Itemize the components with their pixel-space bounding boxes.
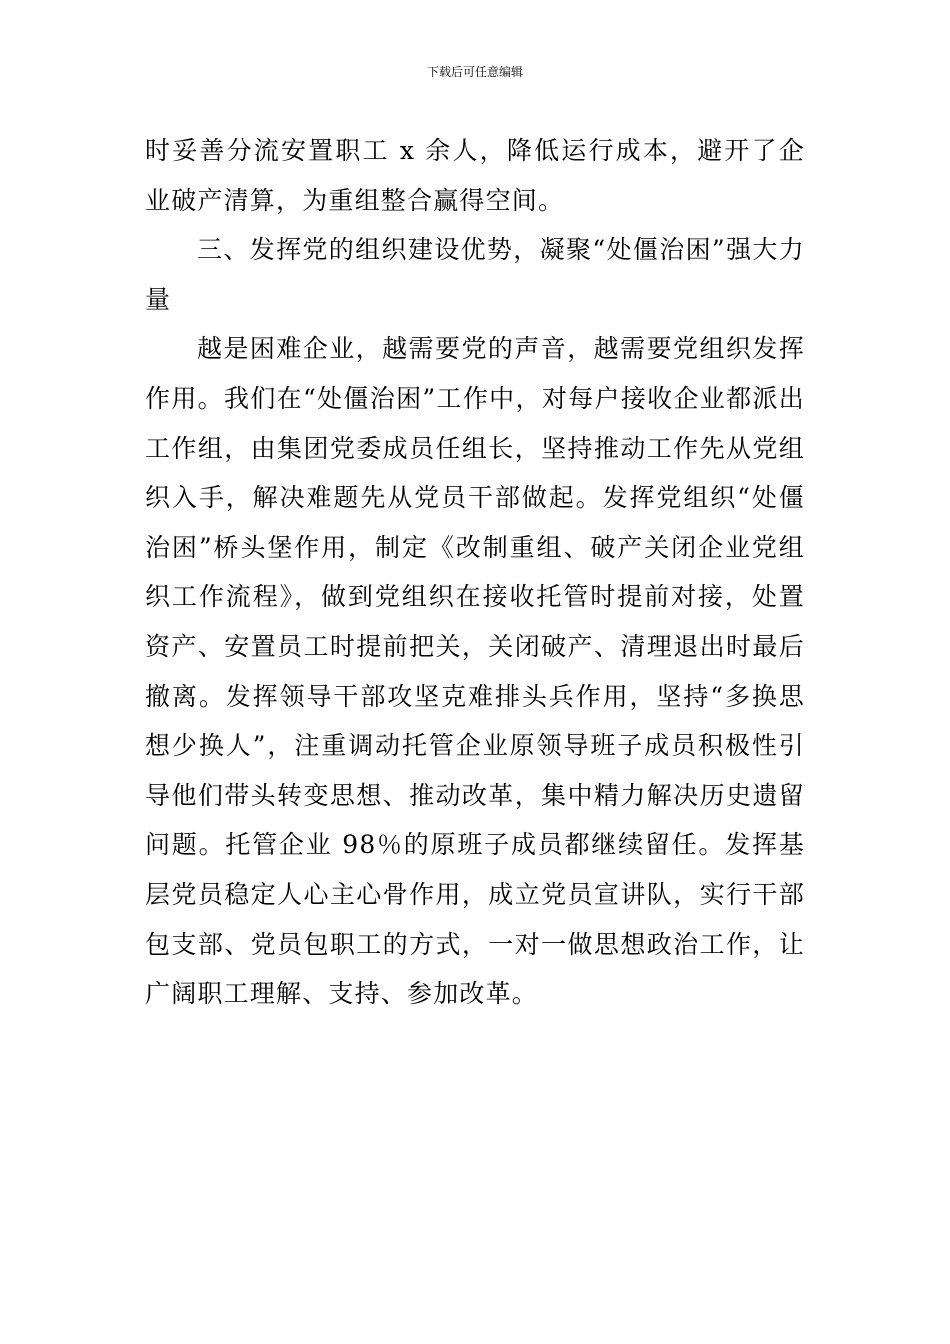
page-header-note: 下载后可任意编辑 <box>426 65 523 79</box>
document-body <box>145 126 805 1019</box>
section-heading: 三、发挥党的组织建设优势，凝聚“处僵治困”强大力量 <box>145 235 805 314</box>
paragraph-body: 越是困难企业，越需要党的声音，越需要党组织发挥作用。我们在“处僵治困”工作中，对每户接收企业都派出工作组，由集团党委成员任组长，坚持推动工作先从党组织入手，解决难题先从党员干部做起。发挥党组织“处僵治困”桥头堡作用，制定《改制重组、破产关闭企业党组织工作流程》，做到党组织在接收托管时提前对接，处置资产、安置员工时提前把关，关闭破产、清理退出时最后撤离。发挥领导干部攻坚克难排头兵作用，坚持“多换思想少换人”，注重调动托管企业原领导班子成员积极性引导他们带头转变思想、推动改革，集中精力解决历史遗留问题。托管企业 98％的原班子成员都继续留任。发挥基层党员稳定人心主心骨作用，成立党员宣讲队，实行干部包支部、党员包职工的方式，一对一做思想政治工作，让广阔职工理解、支持、参加改革。 <box>145 334 805 1009</box>
paragraph-continued: 时妥善分流安置职工 x 余人，降低运行成本，避开了企业破产清算，为重组整合赢得空间。 <box>145 136 805 215</box>
